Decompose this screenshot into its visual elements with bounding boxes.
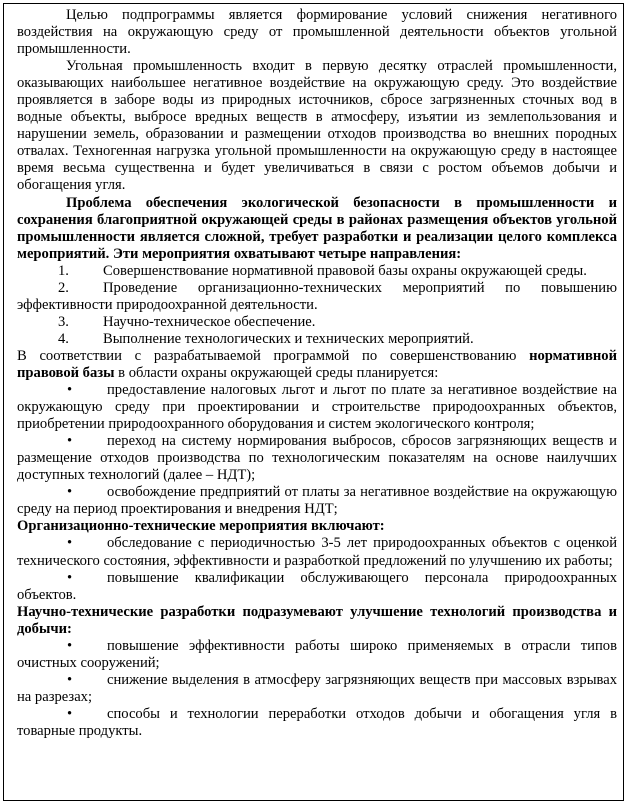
paragraph-impact: Угольная промышленность входит в первую десятку отраслей промышленности, оказывающих наибольшее негативное воздействие на окружающую среду. Это воздействие проявляется в заборе воды из природных источников, сбросе загрязненных сточных вод в водные объекты, выбросе вредных веществ в атмосферу, изъятии из землепользования и нарушении земель, образовании и размещении отходов производства во внешних породных отвалах. Техногенная нагрузка угольной промышленности на окружающую среду в настоящее время весьма существенна и будет увеличиваться в связи с ростом объемов добычи и обогащения угля. xyxy=(17,58,617,194)
legal-bullet-item xyxy=(17,382,617,433)
paragraph-legal-intro xyxy=(17,348,617,382)
direction-item xyxy=(17,331,617,348)
legal-intro-start: В соответствии с разрабатываемой программой по совершенствованию xyxy=(17,347,530,364)
sci-heading: Научно-технические разработки подразумевают улучшение технологий производства и добычи: xyxy=(17,603,617,637)
bullet-text: повышение квалификации обслуживающего персонала природоохранных объектов. xyxy=(17,569,617,603)
bullet-icon: • xyxy=(67,382,73,399)
document-frame xyxy=(3,3,624,801)
direction-text: Научно-техническое обеспечение. xyxy=(103,313,316,330)
bullet-text: обследование с периодичностью 3-5 лет природоохранных объектов с оценкой технического состояния, эффективности и разработкой предложений по улучшению их работы; xyxy=(17,535,617,569)
bullet-text: предоставление налоговых льгот и льгот по плате за негативное воздействие на окружающую среду при проектировании и строительстве природоохранных объектов, приобретении природоохранного оборудования и систем экологического контроля; xyxy=(17,382,617,433)
bullet-icon: • xyxy=(67,569,73,586)
bullet-icon: • xyxy=(67,433,73,450)
bullet-text: способы и технологии переработки отходов добычи и обогащения угля в товарные продукты. xyxy=(17,705,617,739)
org-heading: Организационно-технические мероприятия включают: xyxy=(17,518,385,535)
direction-number: 4. xyxy=(58,330,69,347)
bullet-icon: • xyxy=(67,637,73,654)
bullet-icon: • xyxy=(67,671,73,688)
direction-text: Проведение организационно-технических мероприятий по повышению эффективности природоохранной деятельности. xyxy=(17,279,617,313)
bullet-icon: • xyxy=(67,484,73,501)
direction-item xyxy=(17,280,617,314)
direction-text: Выполнение технологических и технических мероприятий. xyxy=(103,330,474,347)
legal-bullet-item xyxy=(17,484,617,518)
bullet-text: освобождение предприятий от платы за негативное воздействие на окружающую среду на период проектирования и внедрения НДТ; xyxy=(17,484,617,518)
sci-bullet-item xyxy=(17,706,617,740)
direction-number: 1. xyxy=(58,262,69,279)
bullet-text: повышение эффективности работы широко применяемых в отрасли типов очистных сооружений; xyxy=(17,637,617,671)
bullet-icon: • xyxy=(67,535,73,552)
sci-bullet-item xyxy=(17,672,617,706)
direction-number: 3. xyxy=(58,313,69,330)
legal-intro-emphasis: нормативной правовой базы xyxy=(17,347,617,381)
bullet-text: снижение выделения в атмосферу загрязняющих веществ при массовых взрывах на разрезах; xyxy=(17,671,617,705)
direction-item xyxy=(17,263,617,280)
direction-item xyxy=(17,314,617,331)
legal-bullet-item xyxy=(17,433,617,484)
bullet-icon: • xyxy=(67,705,73,722)
paragraph-problem: Проблема обеспечения экологической безопасности в промышленности и сохранения благоприятной окружающей среды в районах размещения объектов угольной промышленности является сложной, требует разработки и реализации целого комплекса мероприятий. Эти мероприятия охватывают четыре направления: xyxy=(17,194,617,262)
org-bullet-item xyxy=(17,570,617,604)
direction-number: 2. xyxy=(58,279,69,296)
sci-bullet-item xyxy=(17,638,617,672)
document-body xyxy=(17,7,617,740)
direction-text: Совершенствование нормативной правовой базы охраны окружающей среды. xyxy=(103,262,587,279)
bullet-text: переход на систему нормирования выбросов, сбросов загрязняющих веществ и размещение отходов производства по технологическим показателям на основе наилучших доступных технологий (далее – НДТ); xyxy=(17,433,617,484)
paragraph-goal: Целью подпрограммы является формирование условий снижения негативного воздействия на окружающую среду от промышленной деятельности объектов угольной промышленности. xyxy=(17,7,617,58)
org-bullet-item xyxy=(17,535,617,569)
legal-intro-end: в области охраны окружающей среды планируется: xyxy=(114,364,439,381)
